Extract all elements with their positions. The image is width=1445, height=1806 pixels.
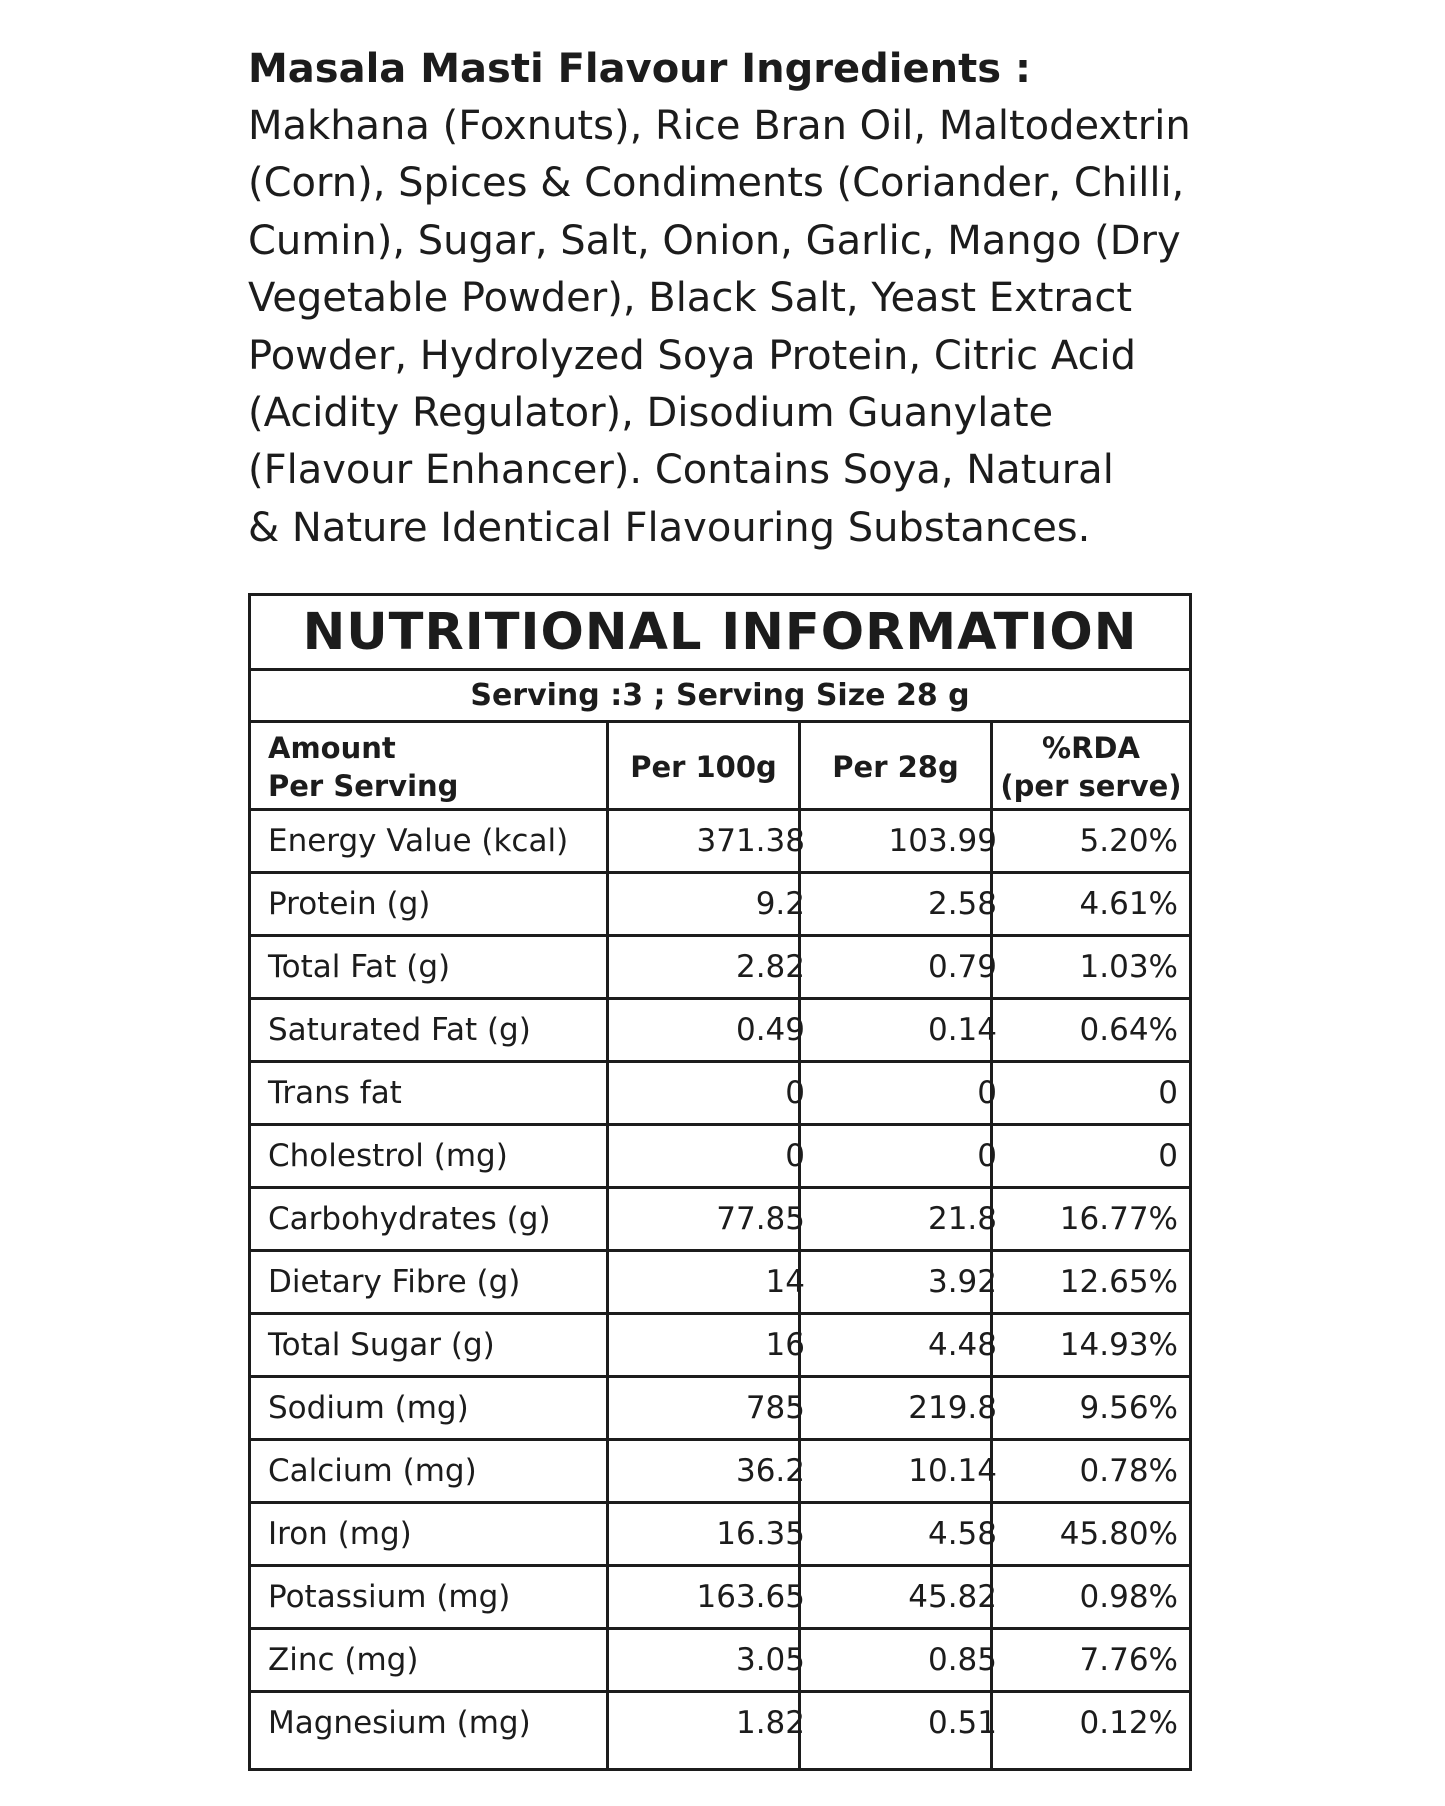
- table-row: [251, 1252, 1189, 1315]
- value-per-100g: 1.82: [735, 1705, 805, 1741]
- table-row: [251, 1063, 1189, 1126]
- value-rda: 5.20%: [1079, 823, 1178, 859]
- table-row: [251, 1441, 1189, 1504]
- ingredients-line: Vegetable Powder), Black Salt, Yeast Extract: [248, 275, 1133, 322]
- value-per-28g: 2.58: [927, 886, 997, 922]
- value-rda: 0: [1158, 1075, 1178, 1111]
- value-rda: 0: [1158, 1138, 1178, 1174]
- table-row: [251, 1630, 1189, 1693]
- table-row: [251, 1315, 1189, 1378]
- ingredients-line: (Corn), Spices & Condiments (Coriander, Chilli,: [248, 160, 1185, 207]
- nutrient-name: Calcium (mg): [268, 1453, 477, 1489]
- value-rda: 9.56%: [1079, 1390, 1178, 1426]
- nutrient-name: Sodium (mg): [268, 1390, 469, 1426]
- value-rda: 1.03%: [1079, 949, 1178, 985]
- ingredients-line: (Acidity Regulator), Disodium Guanylate: [248, 389, 1054, 436]
- value-per-100g: 785: [745, 1390, 805, 1426]
- nutrient-name: Potassium (mg): [268, 1579, 511, 1615]
- value-per-28g: 21.8: [927, 1201, 997, 1237]
- ingredients-line: Makhana (Foxnuts), Rice Bran Oil, Maltodextrin: [248, 103, 1191, 149]
- value-rda: 0.64%: [1079, 1012, 1178, 1048]
- value-rda: 45.80%: [1059, 1516, 1178, 1552]
- nutrient-name: Saturated Fat (g): [268, 1012, 531, 1048]
- value-per-28g: 4.58: [927, 1516, 997, 1552]
- value-rda: 0.98%: [1079, 1579, 1178, 1615]
- header-per-100g: Per 100g: [630, 750, 777, 784]
- value-per-100g: 0: [785, 1138, 805, 1174]
- table-row: [251, 1693, 1189, 1756]
- table-row: [251, 937, 1189, 1000]
- nutrient-name: Total Sugar (g): [268, 1327, 495, 1363]
- header-rda-line2: (per serve): [1000, 769, 1182, 803]
- header-amount-line1: Amount: [268, 731, 396, 765]
- ingredients-line: Cumin), Sugar, Salt, Onion, Garlic, Mango (Dry: [248, 217, 1181, 264]
- header-rda-line1: %RDA: [1042, 731, 1140, 765]
- serving-info: Serving :3 ; Serving Size 28 g: [251, 671, 1189, 723]
- value-per-100g: 77.85: [716, 1201, 805, 1237]
- nutrient-name: Cholestrol (mg): [268, 1138, 508, 1174]
- value-rda: 16.77%: [1059, 1201, 1178, 1237]
- nutrition-table: [248, 593, 1192, 1771]
- nutrient-name: Iron (mg): [268, 1516, 412, 1552]
- value-per-100g: 0.49: [735, 1012, 805, 1048]
- value-per-28g: 0.79: [927, 949, 997, 985]
- value-rda: 4.61%: [1079, 886, 1178, 922]
- nutrient-name: Trans fat: [268, 1075, 402, 1111]
- header-amount-line2: Per Serving: [268, 769, 459, 803]
- value-per-100g: 3.05: [735, 1642, 805, 1678]
- value-per-28g: 0.51: [927, 1705, 997, 1741]
- value-rda: 7.76%: [1079, 1642, 1178, 1678]
- value-per-100g: 14: [765, 1264, 805, 1300]
- value-rda: 12.65%: [1059, 1264, 1178, 1300]
- table-row: [251, 1504, 1189, 1567]
- nutrient-name: Protein (g): [268, 886, 431, 922]
- value-per-28g: 0: [977, 1075, 997, 1111]
- value-per-28g: 0: [977, 1138, 997, 1174]
- table-row: [251, 1189, 1189, 1252]
- nutrient-name: Zinc (mg): [268, 1642, 419, 1678]
- header-amount: [268, 723, 603, 811]
- value-per-100g: 9.2: [755, 886, 805, 922]
- value-per-100g: 36.2: [735, 1453, 805, 1489]
- value-per-28g: 219.8: [908, 1390, 997, 1426]
- table-row: [251, 874, 1189, 937]
- value-per-100g: 371.38: [696, 823, 805, 859]
- value-rda: 14.93%: [1059, 1327, 1178, 1363]
- table-row: [251, 1378, 1189, 1441]
- value-per-100g: 16.35: [716, 1516, 805, 1552]
- value-per-28g: 0.14: [927, 1012, 997, 1048]
- value-per-28g: 45.82: [908, 1579, 997, 1615]
- value-rda: 0.12%: [1079, 1705, 1178, 1741]
- value-rda: 0.78%: [1079, 1453, 1178, 1489]
- value-per-28g: 0.85: [927, 1642, 997, 1678]
- table-row: [251, 1000, 1189, 1063]
- value-per-100g: 2.82: [735, 949, 805, 985]
- ingredients-line: Powder, Hydrolyzed Soya Protein, Citric Acid: [248, 332, 1136, 379]
- nutrient-name: Energy Value (kcal): [268, 823, 569, 859]
- ingredients-line: (Flavour Enhancer). Contains Soya, Natural: [248, 447, 1114, 494]
- nutrient-name: Carbohydrates (g): [268, 1201, 551, 1237]
- nutrition-title: NUTRITIONAL INFORMATION: [251, 596, 1189, 671]
- nutrient-name: Magnesium (mg): [268, 1705, 531, 1741]
- table-row: [251, 1126, 1189, 1189]
- nutrient-name: Dietary Fibre (g): [268, 1264, 521, 1300]
- ingredients-line: & Nature Identical Flavouring Substances.: [248, 504, 1091, 551]
- header-per-28g: Per 28g: [832, 750, 959, 784]
- nutrient-name: Total Fat (g): [268, 949, 451, 985]
- table-row: [251, 1567, 1189, 1630]
- value-per-100g: 0: [785, 1075, 805, 1111]
- ingredients-section: [248, 40, 1248, 557]
- header-rda: [993, 723, 1189, 811]
- value-per-28g: 3.92: [927, 1264, 997, 1300]
- value-per-100g: 163.65: [696, 1579, 805, 1615]
- value-per-28g: 103.99: [888, 823, 997, 859]
- value-per-28g: 10.14: [908, 1453, 997, 1489]
- value-per-28g: 4.48: [927, 1327, 997, 1363]
- value-per-100g: 16: [765, 1327, 805, 1363]
- table-row: [251, 811, 1189, 874]
- ingredients-title: Masala Masti Flavour Ingredients :: [248, 46, 1031, 92]
